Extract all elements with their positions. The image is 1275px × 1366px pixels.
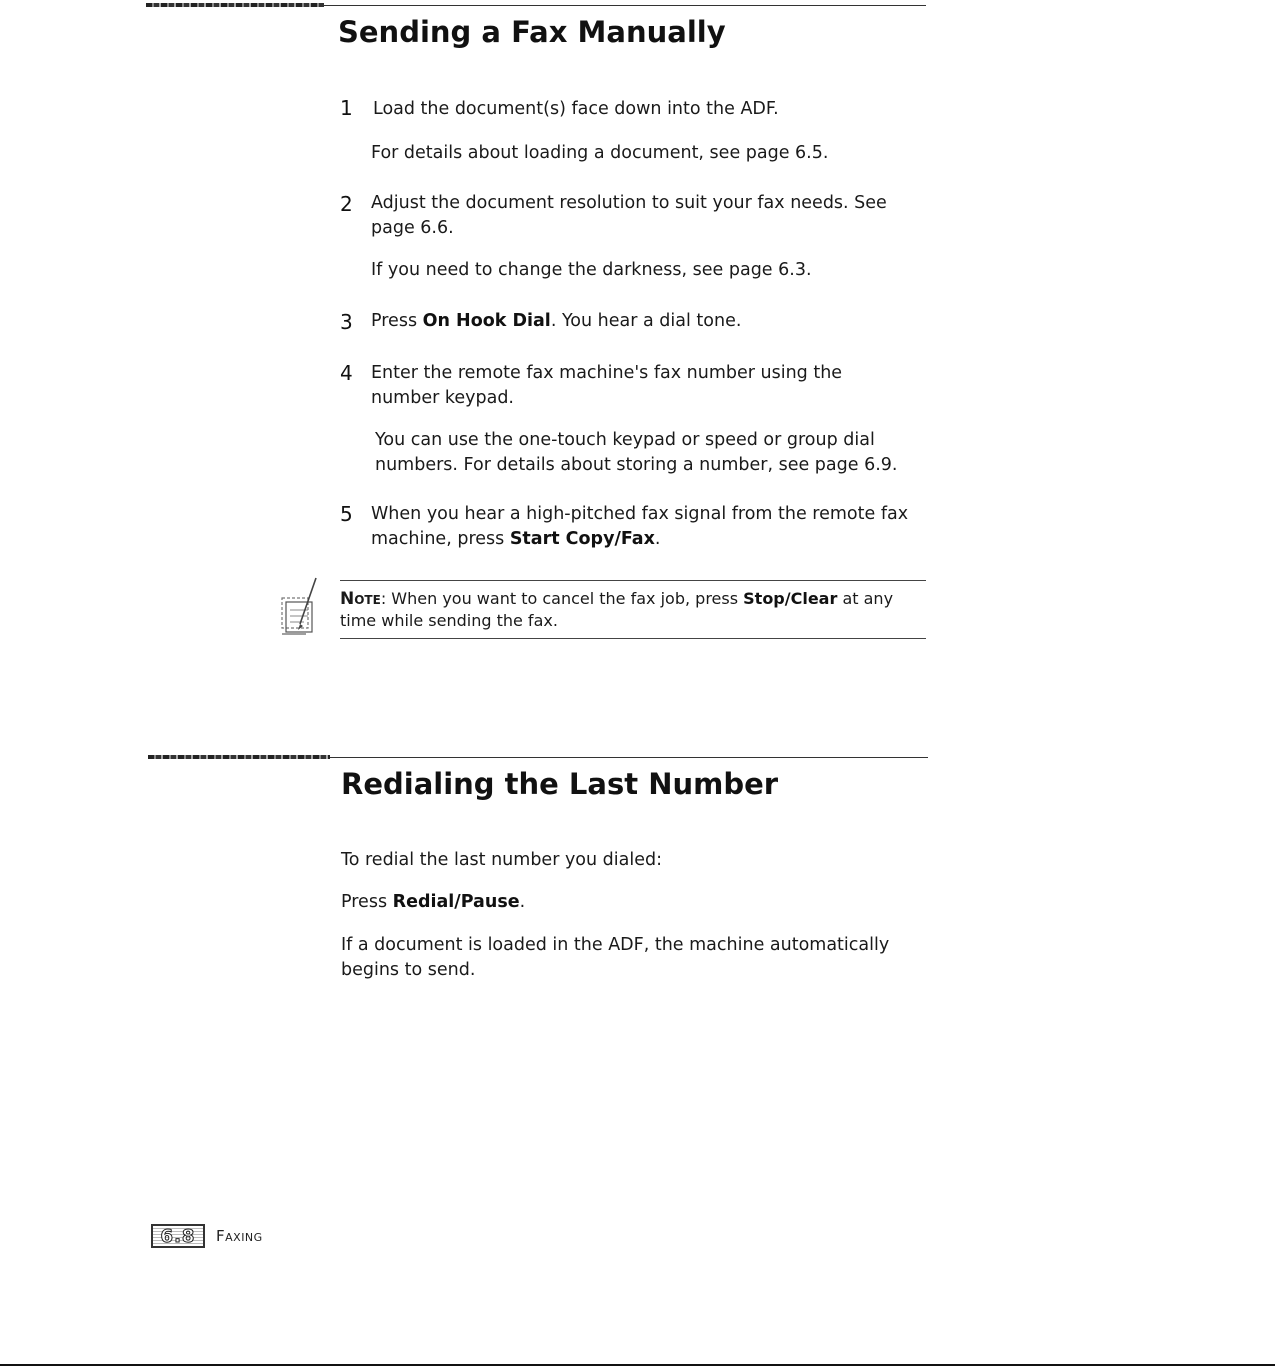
redial-press-instruction: [341, 890, 931, 915]
step-subtext: If you need to change the darkness, see page 6.3.: [371, 260, 812, 280]
button-name-on-hook-dial: On Hook Dial: [422, 311, 551, 331]
section-rule-bar: [148, 755, 330, 759]
step-text-lead: Press: [371, 311, 423, 331]
note-label: Note: [340, 589, 381, 609]
step-text: Enter the remote fax machine's fax number using the number keypad.: [371, 363, 843, 408]
note-pad-icon: [276, 576, 322, 638]
step-text-tail: . You hear a dial tone.: [550, 311, 742, 331]
step-number: 5: [340, 502, 353, 526]
note-colon: :: [380, 589, 387, 608]
note-top-rule: [340, 580, 926, 581]
redial-auto-send: If a document is loaded in the ADF, the machine automatically begins to send.: [341, 935, 890, 980]
note-text: [340, 588, 930, 631]
step-text: [371, 502, 921, 552]
section-title-redialing: Redialing the Last Number: [341, 767, 779, 801]
step-text-lead: When you hear a high-pitched fax signal from the remote fax machine, press: [371, 504, 909, 549]
step-number: 3: [340, 310, 353, 334]
note-text-tail: at any time while sending the fax.: [340, 589, 894, 630]
button-name-redial-pause: Redial/Pause: [392, 892, 520, 912]
page-number-badge: 6.8: [151, 1224, 205, 1248]
step-text-tail: .: [654, 529, 661, 549]
step-subtext: You can use the one-touch keypad or speed or group dial numbers. For details about storing a number, see page 6.9.: [375, 430, 898, 475]
chapter-label: Faxing: [216, 1227, 263, 1245]
step-subtext: For details about loading a document, see page 6.5.: [371, 143, 829, 163]
step-text: Adjust the document resolution to suit your fax needs. See page 6.6.: [371, 193, 887, 238]
press-tail: .: [519, 892, 526, 912]
redial-intro: To redial the last number you dialed:: [341, 850, 662, 870]
press-lead: Press: [341, 892, 393, 912]
step-number: 2: [340, 192, 353, 216]
step-text: [371, 309, 931, 334]
note-text-lead: When you want to cancel the fax job, press: [386, 589, 744, 608]
step-text: Load the document(s) face down into the ADF.: [373, 99, 779, 119]
section-rule-line: [324, 5, 926, 6]
section-title-sending-fax-manually: Sending a Fax Manually: [338, 15, 726, 49]
section-rule-line: [330, 757, 928, 758]
step-number: 1: [340, 96, 353, 120]
button-name-stop-clear: Stop/Clear: [743, 589, 838, 608]
step-number: 4: [340, 361, 353, 385]
button-name-start-copy-fax: Start Copy/Fax: [509, 529, 655, 549]
section-rule-bar: [146, 3, 324, 7]
note-bottom-rule: [340, 638, 926, 639]
